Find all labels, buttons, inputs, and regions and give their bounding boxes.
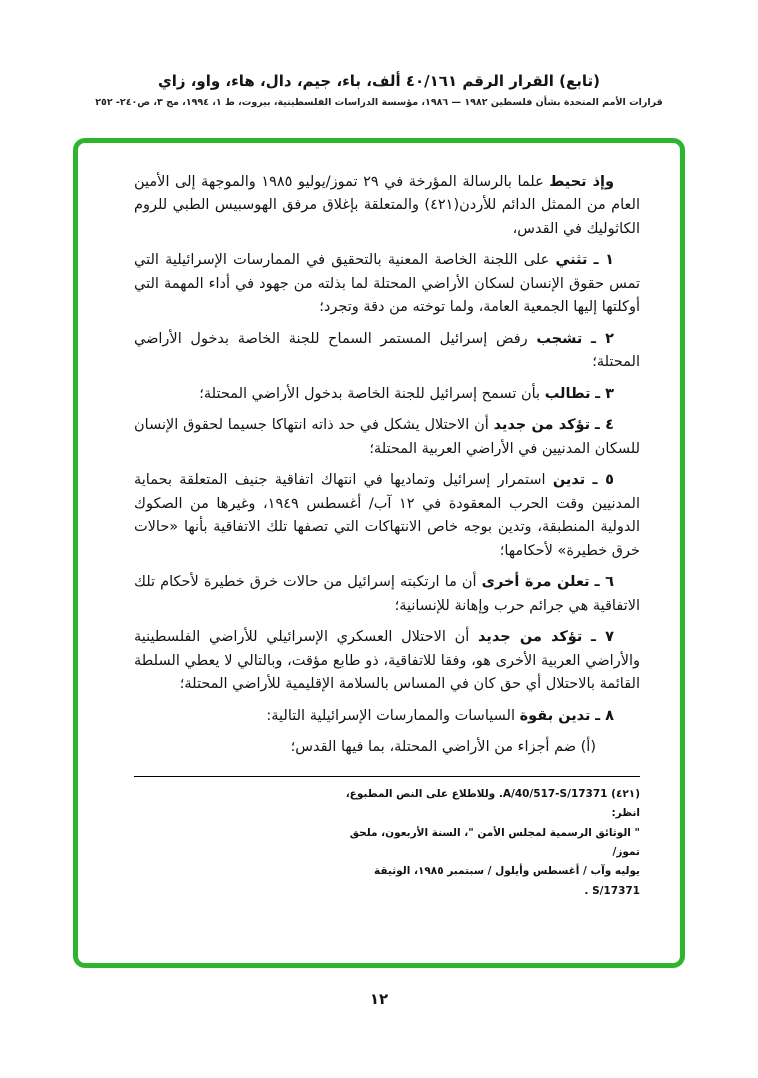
paragraph-lead: تطالب bbox=[544, 385, 591, 402]
paragraph-text: السياسات والممارسات الإسرائيلية التالية: bbox=[266, 707, 515, 724]
paragraph-1 bbox=[134, 249, 640, 319]
footnote-line: يوليه وآب / أغسطس وأيلول / سبتمبر ١٩٨٥، الوثيقة bbox=[374, 865, 640, 878]
paragraph-lead: تدين bbox=[552, 472, 586, 489]
paragraph-text: على اللجنة الخاصة المعنية بالتحقيق في الممارسات الإسرائيلية التي تمس حقوق الإنسان لسكان الأراضي المحتلة لما بذلته من جهود في أداء المهمة التي أوكلتها إليها الجمعية العامة، ولما توخته من دقة وتجرد؛ bbox=[134, 252, 640, 316]
paragraph-text: أن ما ارتكبته إسرائيل من حالات خرق خطيرة لأحكام تلك الاتفاقية هي جرائم حرب وإهانة للإنسانية؛ bbox=[134, 574, 640, 614]
paragraph-lead: تدين بقوة bbox=[519, 707, 591, 724]
paragraph-text: بأن تسمح إسرائيل للجنة الخاصة بدخول الأراضي المحتلة؛ bbox=[199, 385, 541, 402]
paragraph-4 bbox=[134, 414, 640, 461]
paragraph-5 bbox=[134, 469, 640, 563]
paragraph-number: ٣ ـ bbox=[595, 385, 614, 402]
paragraph-number: ١ ـ bbox=[593, 252, 614, 269]
paragraph-number: ٧ ـ bbox=[591, 629, 614, 646]
source-citation: قرارات الأمم المتحدة بشأن فلسطين ١٩٨٢ — ١٩٨٦، مؤسسة الدراسات الفلسطينية، بيروت، ط ١، ١٩٩٤، مج ٣، ص٢٤٠- ٢٥٢ bbox=[95, 97, 663, 108]
paragraph-lead: تشجب bbox=[536, 330, 583, 347]
paragraph-text: استمرار إسرائيل وتماديها في انتهاك اتفاقية جنيف المتعلقة بحماية المدنيين وقت الحرب المعقودة في ١٢ آب/ أغسطس ١٩٤٩، وغيرها من الصكوك الدولية المنطبقة، وتدين بوجه خاص الانتهاكات التي تصفها تلك الاتفاقية بأنها «حالات خرق خطيرة» لأحكامها؛ bbox=[134, 472, 640, 559]
paragraph-number: ٨ ـ bbox=[595, 707, 614, 724]
footnote-line: " الوثائق الرسمية لمجلس الأمن "، السنة الأربعون، ملحق تموز/ bbox=[349, 826, 640, 858]
intro-lead: وإذ تحيط bbox=[549, 174, 615, 190]
paragraph-8 bbox=[134, 705, 640, 728]
paragraph-number: ٥ ـ bbox=[592, 472, 615, 489]
paragraph-6 bbox=[134, 571, 640, 618]
footnote-line: (٤٢١) A/40/517-S/17371. وللاطلاع على النص المطبوع، انظر: bbox=[345, 787, 640, 820]
paragraph-text: أن الاحتلال يشكل في حد ذاته انتهاكا جسيما لحقوق الإنسان للسكان المدنيين في الأراضي العربية المحتلة؛ bbox=[134, 417, 640, 457]
paragraph-number: ٦ ـ bbox=[594, 574, 615, 591]
footnote-block bbox=[330, 785, 640, 902]
footnote-section bbox=[134, 776, 640, 902]
paragraph-2 bbox=[134, 328, 640, 375]
page-number: ١٢ bbox=[369, 990, 389, 1008]
content-frame bbox=[73, 138, 685, 968]
document-header bbox=[0, 0, 758, 108]
intro-paragraph bbox=[134, 171, 640, 241]
paragraph-lead: تعلن مرة أخرى bbox=[481, 574, 590, 591]
intro-text: علما بالرسالة المؤرخة في ٢٩ تموز/يوليو ١٩٨٥ والموجهة إلى الأمين العام من الممثل الدائم للأردن(٤٢١) والمتعلقة بإغلاق مرفق الهوسبيس الطبي للروم الكاثوليك في القدس، bbox=[134, 174, 640, 237]
paragraph-lead: تثني bbox=[555, 252, 588, 269]
subitem-text: (أ) ضم أجزاء من الأراضي المحتلة، بما فيها القدس؛ bbox=[290, 739, 596, 756]
paragraph-7 bbox=[134, 626, 640, 696]
paragraph-text: رفض إسرائيل المستمر السماح للجنة الخاصة بدخول الأراضي المحتلة؛ bbox=[134, 330, 640, 371]
paragraph-lead: تؤكد من جديد bbox=[493, 417, 591, 434]
resolution-body bbox=[134, 171, 640, 760]
paragraph-text: أن الاحتلال العسكري الإسرائيلي للأراضي الفلسطينية والأراضي العربية الأخرى هو، وفقا للاتفاقية، ذو طابع مؤقت، وبالتالي لا يعطي السلطة القائمة بالاحتلال أي حق كان في المساس بالسلامة الإقليمية للأراضي المحتلة؛ bbox=[134, 629, 640, 693]
paragraph-3 bbox=[134, 383, 640, 406]
paragraph-lead: تؤكد من جديد bbox=[478, 629, 583, 646]
paragraph-number: ٤ ـ bbox=[594, 417, 614, 434]
subitem-a bbox=[134, 736, 640, 759]
footnote-line: S/17371 . bbox=[584, 884, 640, 897]
paragraph-number: ٢ ـ bbox=[591, 330, 614, 347]
resolution-title: (تابع) القرار الرقم ٤٠/١٦١ ألف، باء، جيم، دال، هاء، واو، زاي bbox=[157, 72, 601, 90]
